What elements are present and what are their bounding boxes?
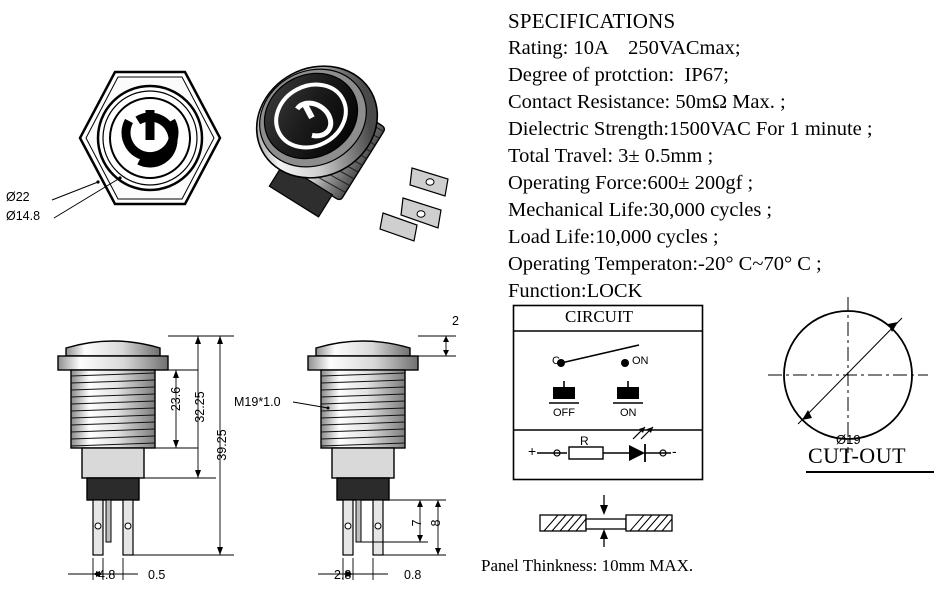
side-view-left-diagram [38,330,238,585]
circuit-on-label: ON [620,407,637,419]
front-view-inner-diameter-label: Ø14.8 [6,209,41,223]
dim-7-label: 7 [410,519,424,527]
dim-32-25-label: 32.25 [193,391,207,423]
side-view-right-diagram [288,330,488,585]
dim-2-8-label: 2.8 [334,568,352,582]
perspective-view-diagram [245,48,495,248]
specifications-block [508,8,948,305]
circuit-terminal-on-label: ON [632,355,649,367]
circuit-resistor-label: R [580,434,589,448]
circuit-plus-label: + [528,443,537,459]
front-view-diagram [40,60,240,240]
cutout-title-underline [806,471,934,473]
panel-thickness-label: Panel Thinkness: 10mm MAX. [481,556,694,575]
dim-8-label: 8 [429,519,443,527]
spec-line-rating: Rating: 10A 250VACmax; [508,37,741,59]
circuit-minus-label: - [672,443,677,459]
dim-0-8-label: 0.8 [404,568,422,582]
front-view-outer-diameter-label: Ø22 [6,190,30,204]
spec-line-contact-resistance: Contact Resistance: 50mΩ Max. ; [508,91,786,113]
spec-line-dielectric-strength: Dielectric Strength:1500VAC For 1 minute ; [508,118,873,140]
specifications-title: SPECIFICATIONS [508,9,676,33]
circuit-title: CIRCUIT [565,307,633,326]
dim-4-8-label: 4.8 [98,568,116,582]
spec-line-protection-degree: Degree of protction: IP67; [508,64,729,86]
spec-line-operating-force: Operating Force:600± 200gf ; [508,172,754,194]
circuit-terminal-c-label: C [552,355,560,367]
spec-line-function: Function:LOCK [508,280,643,302]
cutout-title: CUT-OUT [808,443,907,468]
spec-line-operating-temperature: Operating Temperaton:-20° C~70° C ; [508,253,822,275]
spec-line-total-travel: Total Travel: 3± 0.5mm ; [508,145,714,167]
spec-line-load-life: Load Life:10,000 cycles ; [508,226,719,248]
dim-0-5-label: 0.5 [148,568,166,582]
spec-line-mechanical-life: Mechanical Life:30,000 cycles ; [508,199,773,221]
thread-spec-label: M19*1.0 [234,395,281,409]
dim-2-label: 2 [452,314,459,328]
dim-23-6-label: 23.6 [169,386,183,412]
dim-39-25-label: 39.25 [215,429,229,461]
panel-thickness-diagram [520,495,700,550]
circuit-off-label: OFF [553,407,575,419]
cutout-diameter-label: Ø19 [836,432,861,447]
